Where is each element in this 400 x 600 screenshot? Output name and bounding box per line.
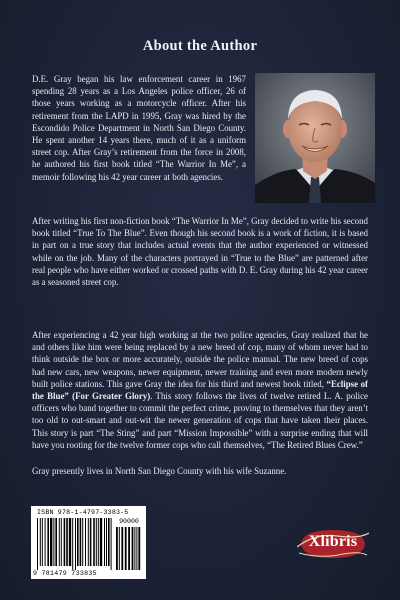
isbn-barcode [31, 506, 146, 579]
author-bio-paragraph-3 [32, 329, 368, 451]
publisher-logo [297, 527, 369, 561]
author-photo [255, 73, 375, 203]
author-bio-paragraph-1: D.E. Gray began his law enforcement career in 1967 spending 28 years as a Los Angeles police officer, 26 of those years working as a motorcycle officer. After his retirement from the LAPD in 1995, Gray was hired by the Escondido Police Department in North San Diego County. He spent another 14 years there, much of it as a uniform street cop. After Gray’s retirement from the force in 2008, he authored his first book titled “The Warrior In Me”, a memoir following his 42 year career at both agencies. [32, 74, 246, 182]
paragraph-3-text-start: After experiencing a 42 year high working at the two police agencies, Gray realized that he and others like him were being replaced by a new breed of cop, many of whom never had to think outside the box or more accurately, outside the police manual. The new breed of cops had new cars, new weapons, newer equipment, newer training and even more modern newly built police stations. This gave Gray the idea for his third and newest book titled, [32, 330, 368, 389]
book-title-emphasis: “Eclipse of the Blue” (For Greater Glory) [32, 378, 369, 402]
barcode-digits: 9 781479 733835 [33, 570, 97, 577]
isbn-label: ISBN 978-1-4797-3383-5 [37, 509, 129, 516]
author-bio-paragraph-2: After writing his first non-fiction book “The Warrior In Me”, Gray decided to write his second book titled “True To The Blue”. Even though his second book is a work of fiction, it is based in part on a true story that includes actual events that the author experienced or witnessed while on the job. Many of the characters portrayed in “True to the Blue” are patterned after real people who have either worked or crossed paths with D. E. Gray during his 42 year career as a seasoned street cop. [32, 216, 368, 288]
section-title: About the Author [142, 38, 258, 54]
barcode-bars [35, 518, 142, 570]
paragraph-3-text-end: . This story follows the lives of twelve retired L. A. police officers who band together to commit the perfect crime, proving to themselves that they aren’t too old to out-smart and out-wit the newer generation of cops that have taken their places. This story is part “The Sting” and part “Mission Impossible” with a surprise ending that will have you rooting for the twelve former cops who call themselves, “The Retired Blues Crew.” [32, 391, 368, 450]
barcode-addon-number: 90000 [119, 518, 139, 525]
author-bio-paragraph-4: Gray presently lives in North San Diego County with his wife Suzanne. [32, 466, 287, 476]
publisher-logo-text: Xlibris [308, 533, 358, 550]
